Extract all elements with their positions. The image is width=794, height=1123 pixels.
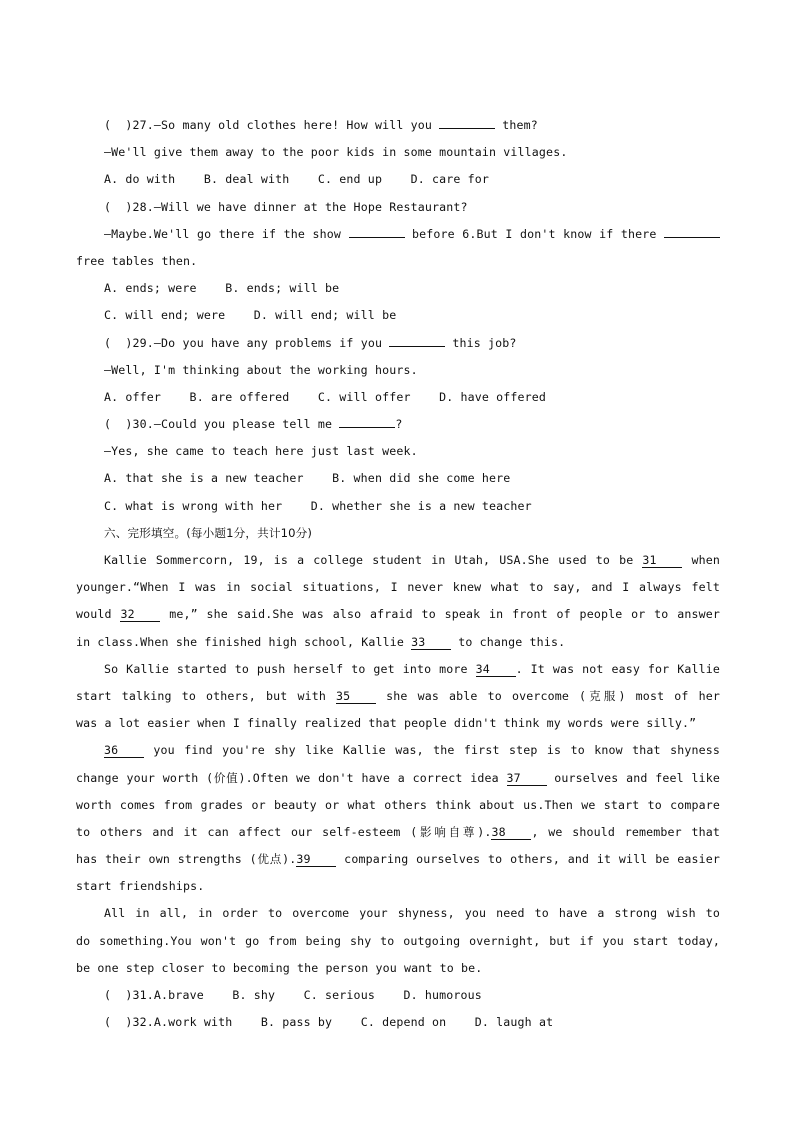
passage-paragraph-2: So Kallie started to push herself to get into more 34 . It was not easy for Kallie start talking to others, but with 35 she was able to overcome (克服) most of her was a lot easier when I finally realized that people didn't think my words were silly.” [76, 661, 720, 731]
dialogue-line: —Yes, she came to teach here just last week. [104, 444, 418, 459]
blank-38: 38 [491, 826, 531, 840]
answer-options: A.work with B. pass by C. depend on D. laugh at [153, 1015, 554, 1030]
blank-37: 37 [507, 772, 547, 786]
answer-options: A. offer B. are offered C. will offer D. have offered [104, 389, 547, 404]
question-29: ( )29.—Do you have any problems if you this job? [104, 335, 517, 350]
answer-blank [349, 237, 405, 238]
passage-paragraph-1: Kallie Sommercorn, 19, is a college student in Utah, USA.She used to be 31 when younger.“When I was in social situations, I never knew what to say, and I always felt would 32 me,” she said.She was also afraid to speak in front of people or to answer in class.When she finished high school, Kallie 33 to change this. [76, 553, 720, 649]
question-28: ( )28.—Will we have dinner at the Hope Restaurant? [104, 199, 468, 214]
question-32 [76, 1009, 720, 1036]
blank-34: 34 [476, 663, 516, 677]
exam-page [76, 112, 720, 1036]
question-number: ( )28. [104, 199, 154, 214]
answer-options: A. ends; were B. ends; will be [104, 281, 340, 296]
blank-35: 35 [336, 690, 376, 704]
answer-blank [664, 237, 720, 238]
question-27: ( )27.—So many old clothes here! How will you them? [104, 118, 538, 132]
blank-31: 31 [642, 554, 682, 568]
question-31 [76, 982, 720, 1009]
question-number: ( )30. [104, 417, 154, 432]
answer-options: C. what is wrong with her D. whether she is a new teacher [104, 498, 532, 513]
answer-options: A. do with B. deal with C. end up D. care for [104, 172, 490, 187]
blank-36: 36 [104, 744, 144, 758]
answer-options: A.brave B. shy C. serious D. humorous [153, 988, 482, 1002]
blank-39: 39 [296, 853, 336, 867]
blank-33: 33 [411, 636, 451, 650]
passage-paragraph-4: All in all, in order to overcome your shyness, you need to have a strong wish to do something.You won't go from being shy to outgoing overnight, but if you start today, be one step closer to becoming the person you want to be. [76, 906, 720, 975]
dialogue-line: —Well, I'm thinking about the working hours. [104, 362, 418, 377]
section-heading: 六、完形填空。(每小题1分，共计10分) [104, 525, 313, 540]
blank-32: 32 [120, 608, 160, 622]
question-30: ( )30.—Could you please tell me ? [104, 417, 403, 432]
dialogue-line: —We'll give them away to the poor kids in some mountain villages. [104, 145, 568, 160]
passage-paragraph-3: 36 you find you're shy like Kallie was, the first step is to know that shyness change your worth (价值).Often we don't have a correct idea 37 ourselves and feel like worth comes from grades or beauty or what others think about us.Then we start to compare to others and it can affect our self-esteem (影响自尊).38 , we should remember that has their own strengths (优点).39 comparing ourselves to others, and it will be easier start friendships. [76, 743, 720, 894]
answer-blank [389, 346, 445, 347]
question-number: ( )29. [104, 335, 154, 350]
answer-blank [339, 427, 395, 428]
dialogue-line: free tables then. [76, 253, 198, 268]
answer-options: A. that she is a new teacher B. when did she come here [104, 471, 511, 486]
answer-blank [439, 128, 495, 129]
question-number: ( )32. [104, 1015, 154, 1030]
answer-options: C. will end; were D. will end; will be [104, 308, 397, 323]
question-number: ( )27. [104, 118, 154, 132]
question-number: ( )31. [104, 988, 154, 1002]
dialogue-line: —Maybe.We'll go there if the show before 6.But I don't know if there [76, 221, 720, 248]
